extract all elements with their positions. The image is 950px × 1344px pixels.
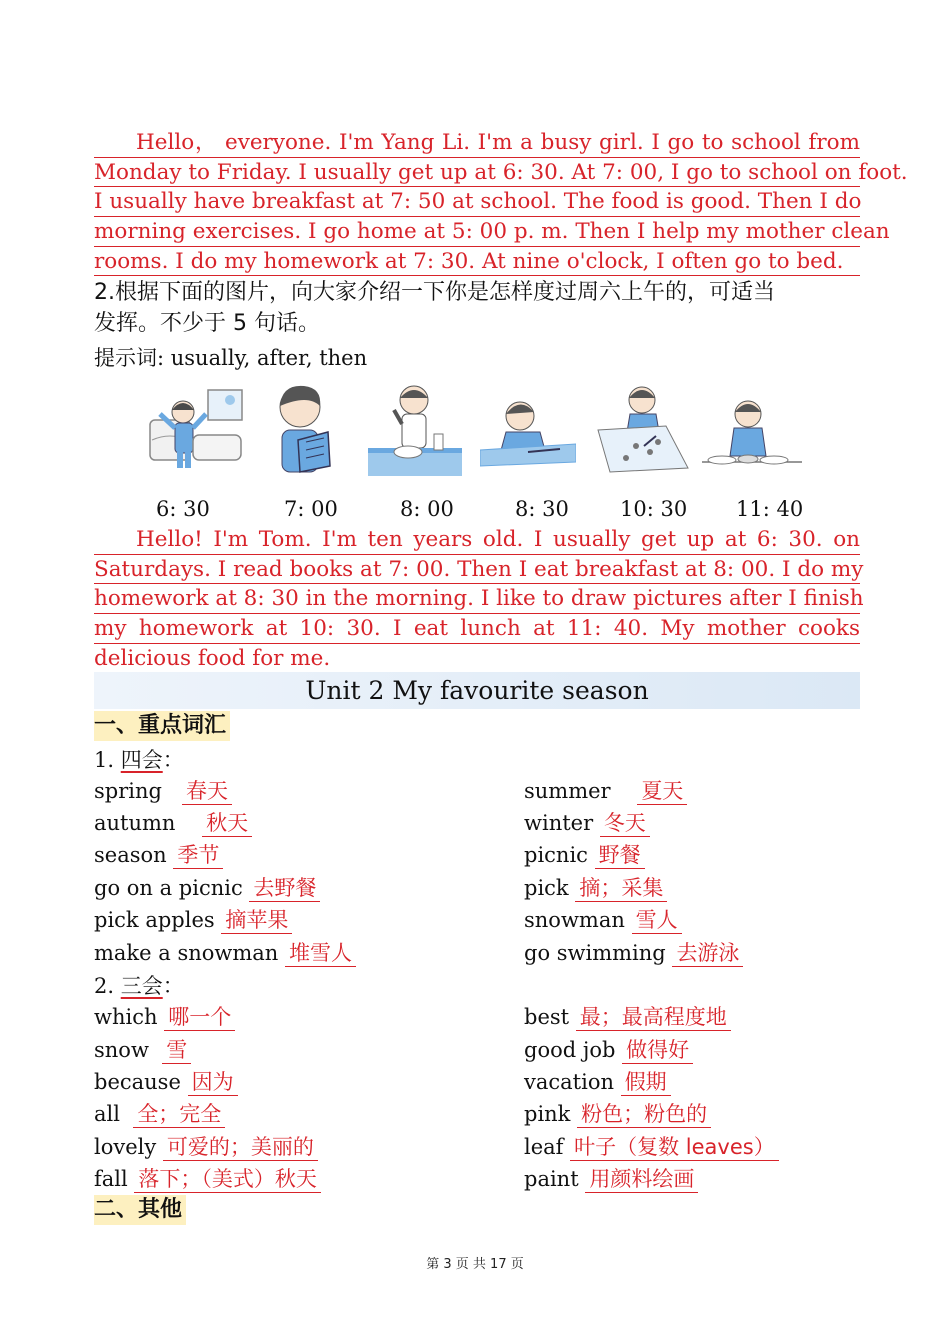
time-label: 7: 00 — [284, 497, 338, 521]
time-labels — [0, 497, 950, 527]
vocab-item — [94, 1099, 225, 1129]
time-label: 8: 30 — [515, 497, 569, 521]
boy-doing-homework-icon — [480, 380, 576, 480]
vocab-english: summer — [524, 779, 611, 803]
vocab-item — [94, 776, 232, 806]
vocab-chinese: 秋天 — [202, 810, 252, 837]
vocab-english: autumn — [94, 811, 176, 835]
vocab-item — [94, 840, 223, 870]
vocab-item — [94, 938, 356, 968]
vocab-item — [524, 1035, 693, 1065]
passage-line: homework at 8: 30 in the morning. I like to draw pictures after I finish — [94, 584, 860, 614]
vocab-english: pick apples — [94, 908, 215, 932]
subsection-label: 三会 — [120, 974, 163, 998]
passage-line: my homework at 10: 30. I eat lunch at 11: 40. My mother cooks — [94, 614, 860, 644]
passage-line: I usually have breakfast at 7: 50 at school. The food is good. Then I do — [94, 187, 860, 217]
time-label: 8: 00 — [400, 497, 454, 521]
vocab-chinese: 摘；采集 — [575, 875, 667, 902]
vocab-english: season — [94, 843, 167, 867]
vocab-english: vacation — [524, 1070, 614, 1094]
vocab-chinese: 冬天 — [600, 810, 650, 837]
vocab-english: fall — [94, 1167, 128, 1191]
vocab-english: snow — [94, 1038, 149, 1062]
vocab-item — [524, 1002, 731, 1032]
vocab-chinese: 哪一个 — [164, 1004, 235, 1031]
passage-line: Saturdays. I read books at 7: 00. Then I eat breakfast at 8: 00. I do my — [94, 555, 860, 585]
vocab-english: lovely — [94, 1135, 157, 1159]
sample-passage-tom — [94, 525, 864, 673]
boy-drawing-picture-icon — [596, 380, 692, 480]
vocab-chinese: 因为 — [188, 1069, 238, 1096]
task-instruction: 2.根据下面的图片，向大家介绍一下你是怎样度过周六上午的，可适当 — [94, 280, 775, 305]
passage-line: Hello， everyone. I'm Yang Li. I'm a busy girl. I go to school from — [94, 128, 860, 158]
boy-reading-book-icon — [268, 380, 368, 480]
vocab-chinese: 堆雪人 — [285, 940, 356, 967]
vocab-english: go on a picnic — [94, 876, 243, 900]
page-number: 第 3 页 共 17 页 — [426, 1257, 524, 1272]
vocab-chinese: 夏天 — [637, 778, 687, 805]
hint-words: 提示词: usually, after, then — [94, 346, 368, 370]
passage-line: Monday to Friday. I usually get up at 6: 30. At 7: 00, I go to school on foot. — [94, 158, 860, 188]
subsection-number: 2. — [94, 974, 115, 998]
vocab-item — [94, 873, 320, 903]
time-label: 10: 30 — [620, 497, 688, 521]
vocab-english: which — [94, 1005, 158, 1029]
vocab-item — [94, 905, 292, 935]
vocab-item — [524, 776, 687, 806]
vocab-english: leaf — [524, 1135, 564, 1159]
subsection-colon: ： — [162, 748, 184, 772]
vocab-chinese: 落下；（美式）秋天 — [134, 1166, 321, 1193]
vocab-english: because — [94, 1070, 181, 1094]
vocab-chinese: 去野餐 — [249, 875, 320, 902]
task-instruction: 发挥。不少于 5 句话。 — [94, 311, 320, 336]
vocab-item — [524, 1099, 711, 1129]
picture-strip — [140, 380, 820, 480]
subsection-three-skills — [94, 970, 184, 1000]
vocab-chinese: 做得好 — [622, 1037, 693, 1064]
vocab-chinese: 全；完全 — [133, 1101, 225, 1128]
unit-title: Unit 2 My favourite season — [94, 672, 860, 709]
vocab-item — [524, 905, 682, 935]
vocab-item — [94, 1067, 238, 1097]
vocab-chinese: 可爱的；美丽的 — [163, 1134, 318, 1161]
passage-line: rooms. I do my homework at 7: 30. At nine o'clock, I often go to bed. — [94, 247, 860, 277]
passage-line: morning exercises. I go home at 5: 00 p. m. Then I help my mother clean — [94, 217, 860, 247]
vocab-item — [94, 1132, 318, 1162]
passage-line: delicious food for me. — [94, 644, 334, 674]
girl-waking-up-icon — [148, 380, 248, 480]
vocab-chinese: 野餐 — [595, 842, 645, 869]
subsection-four-skills — [94, 744, 184, 774]
time-label: 11: 40 — [736, 497, 804, 521]
vocab-item — [94, 1164, 321, 1194]
section-heading: 二、其他 — [94, 1195, 186, 1225]
vocab-item — [524, 840, 645, 870]
vocab-chinese: 最；最高程度地 — [576, 1004, 731, 1031]
vocab-english: picnic — [524, 843, 588, 867]
vocab-english: go swimming — [524, 941, 666, 965]
vocab-english: pink — [524, 1102, 571, 1126]
vocab-chinese: 用颜料绘画 — [585, 1166, 698, 1193]
time-label: 6: 30 — [156, 497, 210, 521]
boy-eating-breakfast-icon — [368, 380, 462, 480]
boy-eating-lunch-icon — [702, 380, 802, 480]
vocab-chinese: 雪人 — [632, 907, 682, 934]
vocab-english: spring — [94, 779, 162, 803]
subsection-number: 1. — [94, 748, 115, 772]
vocab-chinese: 叶子（复数 leaves） — [570, 1134, 779, 1161]
vocab-item — [524, 873, 667, 903]
vocab-chinese: 粉色；粉色的 — [577, 1101, 711, 1128]
vocab-item — [94, 808, 252, 838]
vocab-chinese: 假期 — [621, 1069, 671, 1096]
vocab-english: all — [94, 1102, 120, 1126]
vocab-item — [524, 1132, 779, 1162]
vocab-chinese: 去游泳 — [672, 940, 743, 967]
vocab-english: paint — [524, 1167, 579, 1191]
vocab-item — [524, 1164, 698, 1194]
passage-line: Hello! I'm Tom. I'm ten years old. I usually get up at 6: 30. on — [94, 525, 860, 555]
vocab-item — [94, 1035, 191, 1065]
subsection-label: 四会 — [120, 748, 163, 772]
vocab-english: make a snowman — [94, 941, 279, 965]
vocab-chinese: 摘苹果 — [221, 907, 292, 934]
vocab-chinese: 季节 — [173, 842, 223, 869]
subsection-colon: ： — [162, 974, 184, 998]
vocab-item — [524, 1067, 671, 1097]
vocab-chinese: 雪 — [162, 1037, 191, 1064]
vocab-english: good job — [524, 1038, 616, 1062]
vocab-english: pick — [524, 876, 569, 900]
section-heading: 一、重点词汇 — [94, 711, 230, 741]
sample-passage-yang-li — [94, 128, 908, 276]
vocab-item — [94, 1002, 235, 1032]
vocab-item — [524, 808, 650, 838]
vocab-english: best — [524, 1005, 570, 1029]
vocab-chinese: 春天 — [182, 778, 232, 805]
vocab-english: winter — [524, 811, 594, 835]
vocab-item — [524, 938, 743, 968]
vocab-english: snowman — [524, 908, 625, 932]
